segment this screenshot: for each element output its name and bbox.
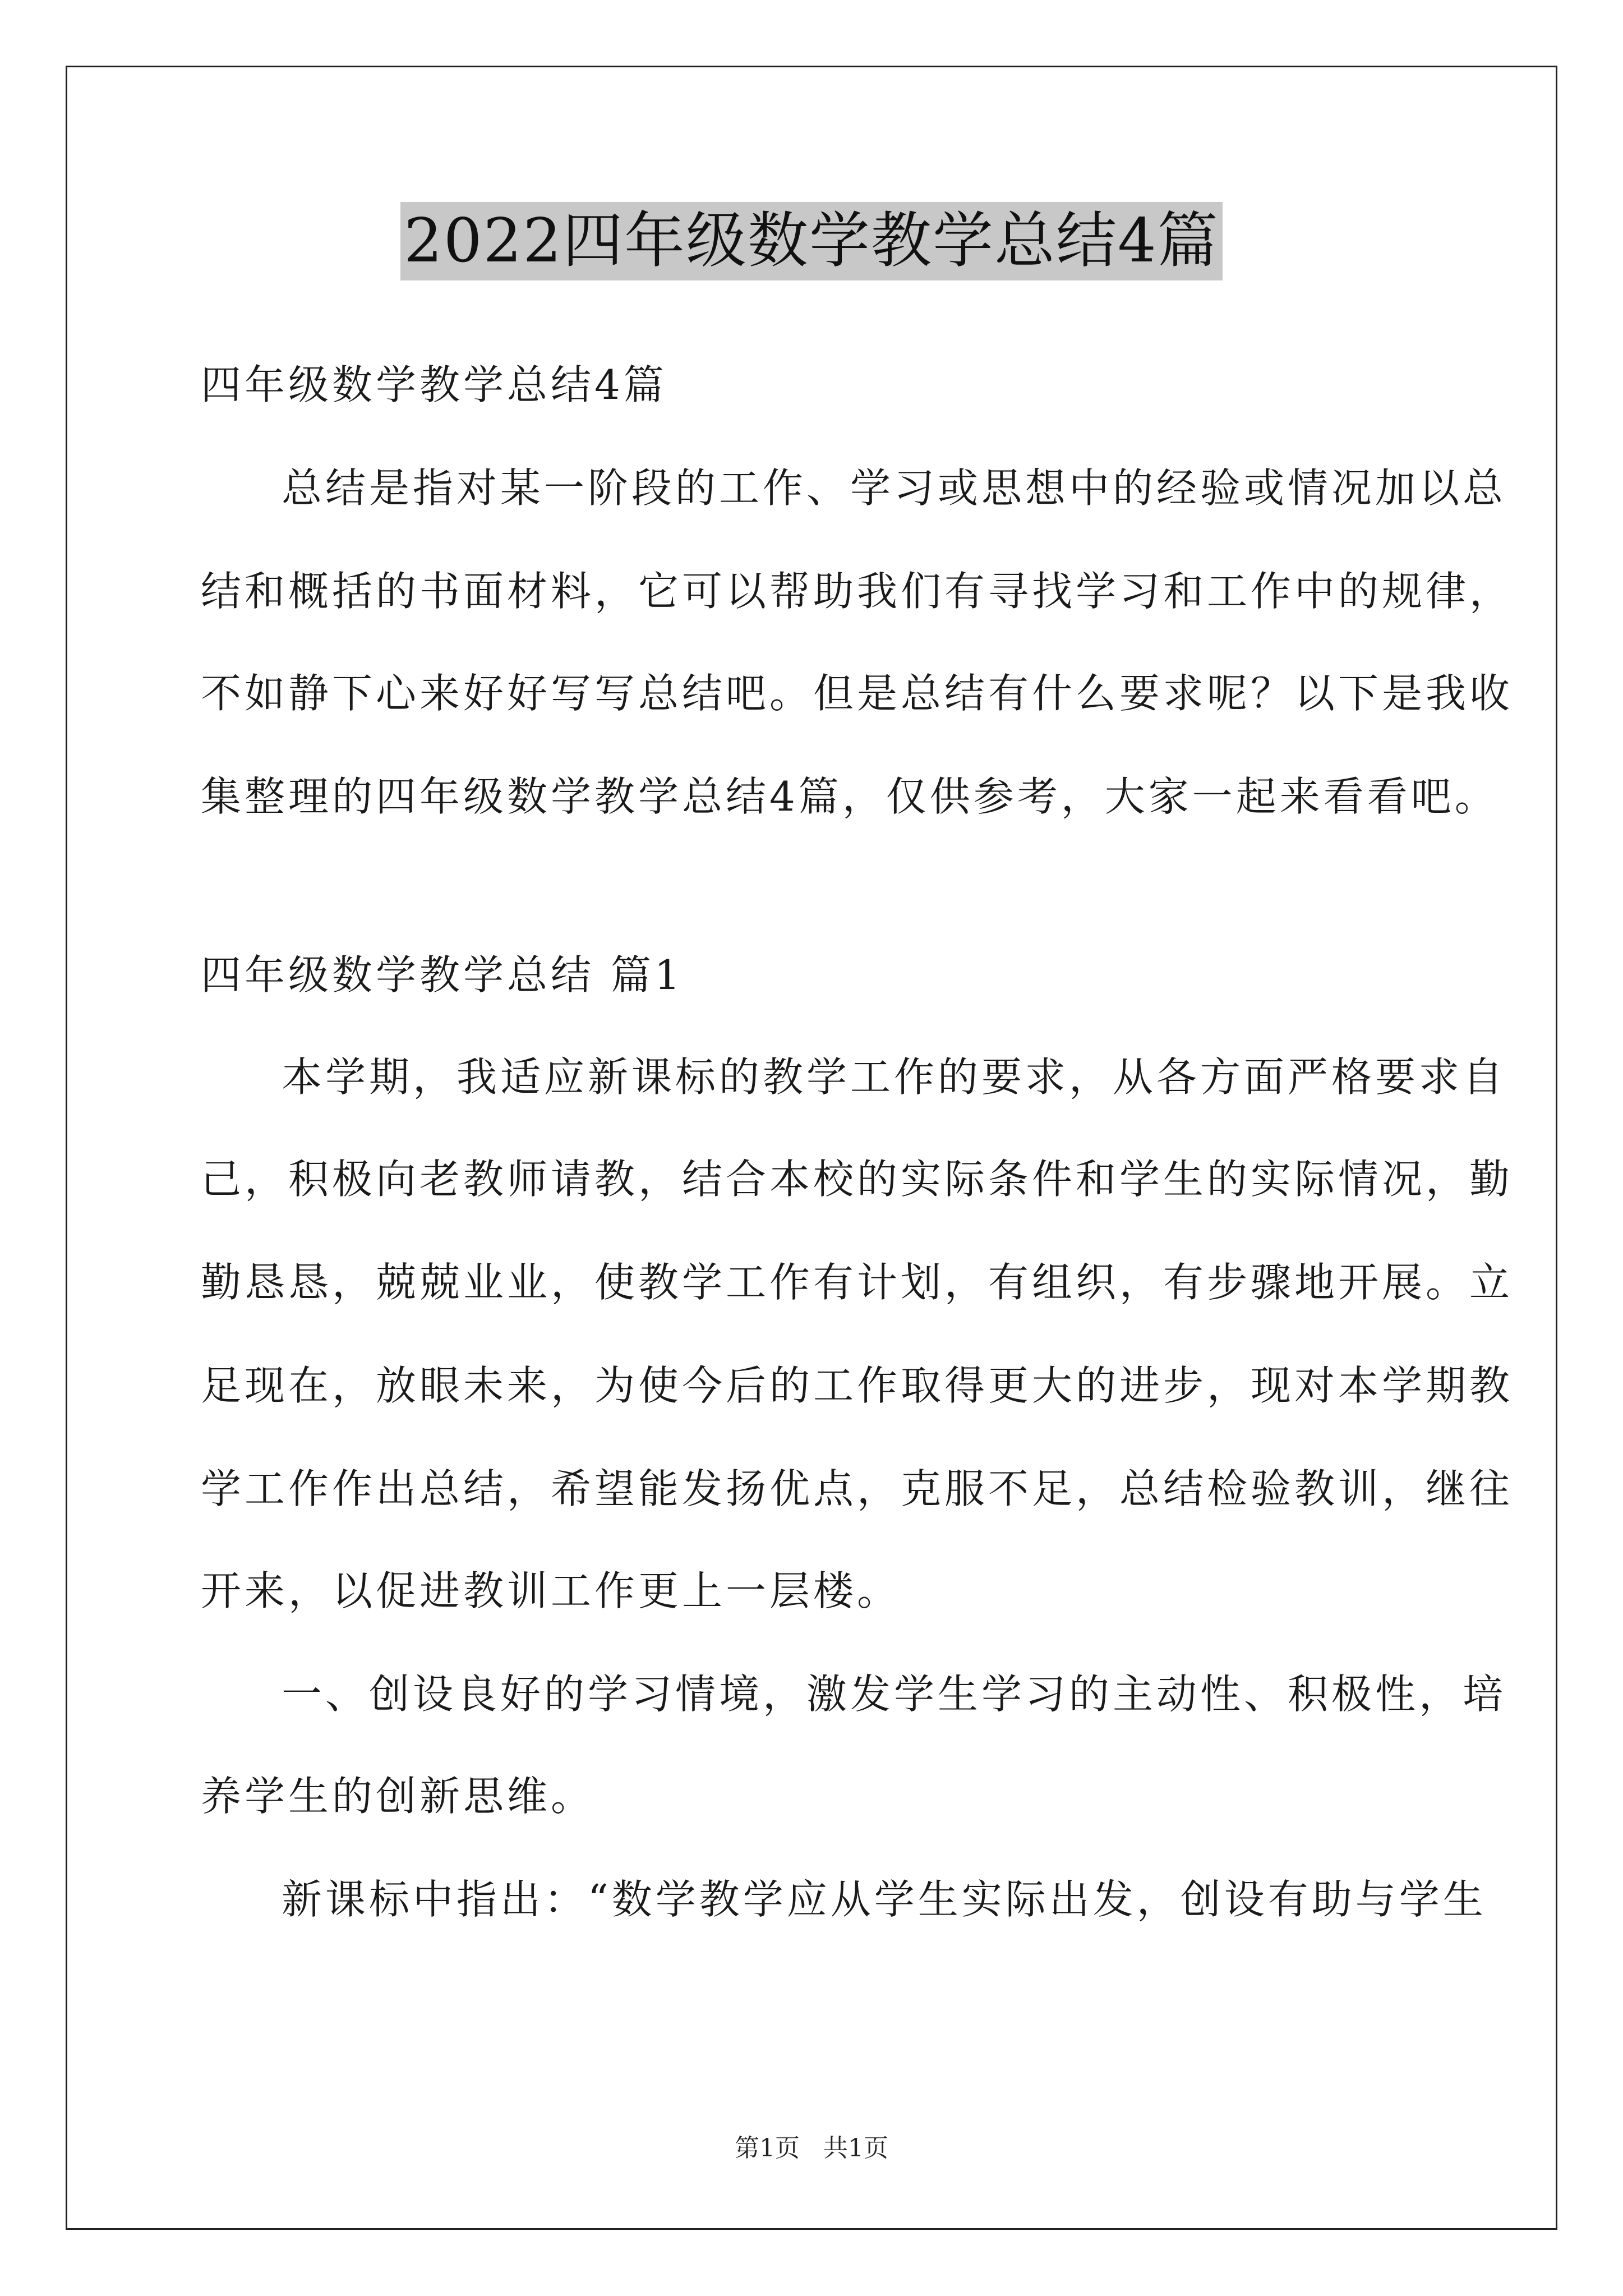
body-line: 开来，以促进教训工作更上一层楼。 bbox=[201, 1567, 901, 1614]
page-footer bbox=[0, 2132, 1623, 2165]
page-number: 第1页 bbox=[735, 2134, 800, 2162]
body-line: 新课标中指出：“数学教学应从学生实际出发，创设有助与学生 bbox=[282, 1876, 1487, 1923]
body-line: 己，积极向老教师请教，结合本校的实际条件和学生的实际情况，勤 bbox=[201, 1156, 1514, 1203]
body-line: 本学期，我适应新课标的教学工作的要求，从各方面严格要求自 bbox=[282, 1053, 1507, 1101]
intro-line: 集整理的四年级数学教学总结4篇，仅供参考，大家一起来看看吧。 bbox=[201, 773, 1498, 820]
title-container bbox=[0, 202, 1623, 280]
page-total: 共1页 bbox=[823, 2134, 888, 2162]
body-line: 学工作作出总结，希望能发扬优点，克服不足，总结检验教训，继往 bbox=[201, 1465, 1514, 1512]
body-line: 勤恳恳，兢兢业业，使教学工作有计划，有组织，有步骤地开展。立 bbox=[201, 1259, 1514, 1306]
body-line: 足现在，放眼未来，为使今后的工作取得更大的进步，现对本学期教 bbox=[201, 1362, 1514, 1409]
intro-line: 结和概括的书面材料，它可以帮助我们有寻找学习和工作中的规律， bbox=[201, 568, 1514, 615]
document-subtitle: 四年级数学教学总结4篇 bbox=[201, 361, 667, 408]
body-line: 一、创设良好的学习情境，激发学生学习的主动性、积极性，培 bbox=[282, 1671, 1507, 1718]
intro-line: 总结是指对某一阶段的工作、学习或思想中的经验或情况加以总 bbox=[282, 464, 1507, 512]
section-heading: 四年级数学教学总结 篇1 bbox=[201, 951, 684, 999]
document-title: 2022四年级数学教学总结4篇 bbox=[400, 202, 1223, 280]
body-line: 养学生的创新思维。 bbox=[201, 1773, 595, 1820]
intro-line: 不如静下心来好好写写总结吧。但是总结有什么要求呢？以下是我收 bbox=[201, 670, 1514, 717]
